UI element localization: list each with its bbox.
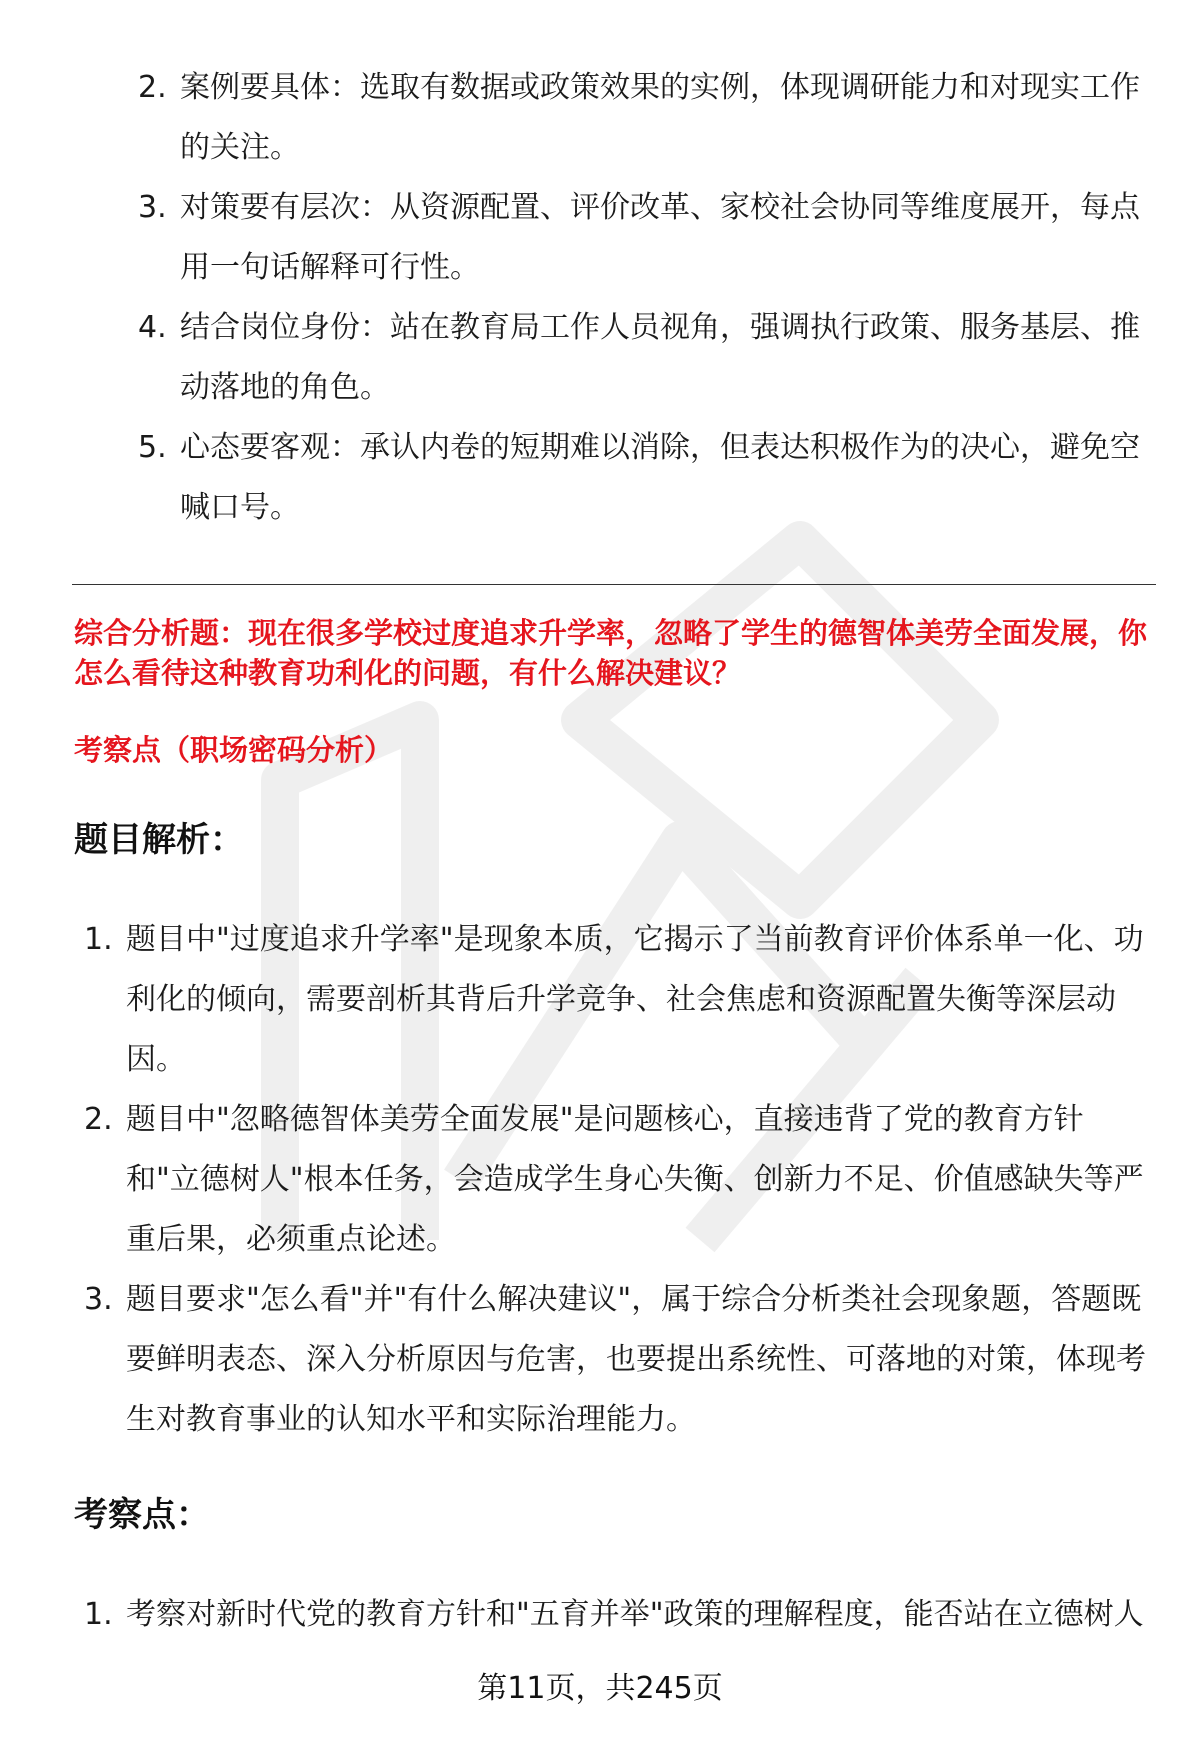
list-item-text: 题目中"忽略德智体美劳全面发展"是问题核心，直接违背了党的教育方针和"立德树人"根本任务，会造成学生身心失衡、创新力不足、价值感缺失等严重后果，必须重点论述。 <box>126 1102 1144 1257</box>
list-number: 1. <box>84 922 113 957</box>
list-number: 3. <box>84 1282 113 1317</box>
analysis-heading: 题目解析： <box>74 820 244 860</box>
list-number: 3. <box>138 190 167 225</box>
analysis-list <box>84 910 1156 1450</box>
list-number: 1. <box>84 1597 113 1632</box>
list-item-text: 考察对新时代党的教育方针和"五育并举"政策的理解程度，能否站在立德树人 <box>126 1597 1144 1632</box>
list-item <box>138 418 1140 538</box>
list-item <box>138 298 1140 418</box>
list-item <box>84 1090 1156 1270</box>
list-item-text: 对策要有层次：从资源配置、评价改革、家校社会协同等维度展开，每点用一句话解释可行性。 <box>180 190 1140 285</box>
question-subtitle: 考察点（职场密码分析） <box>74 733 394 767</box>
list-item-text: 案例要具体：选取有数据或政策效果的实例，体现调研能力和对现实工作的关注。 <box>180 70 1140 165</box>
list-number: 2. <box>84 1102 113 1137</box>
continued-tips-list <box>138 58 1140 538</box>
list-number: 5. <box>138 430 167 465</box>
list-item-text: 结合岗位身份：站在教育局工作人员视角，强调执行政策、服务基层、推动落地的角色。 <box>180 310 1140 405</box>
page-number: 第11页，共245页 <box>477 1671 723 1706</box>
list-item <box>138 58 1140 178</box>
points-heading: 考察点： <box>74 1495 210 1535</box>
list-number: 2. <box>138 70 167 105</box>
list-item-text: 题目中"过度追求升学率"是现象本质，它揭示了当前教育评价体系单一化、功利化的倾向，需要剖析其背后升学竞争、社会焦虑和资源配置失衡等深层动因。 <box>126 922 1144 1077</box>
points-list <box>84 1585 1156 1645</box>
section-divider <box>72 584 1156 585</box>
list-item <box>84 1585 1156 1645</box>
list-item-text: 心态要客观：承认内卷的短期难以消除，但表达积极作为的决心，避免空喊口号。 <box>180 430 1140 525</box>
list-item-text: 题目要求"怎么看"并"有什么解决建议"，属于综合分析类社会现象题，答题既要鲜明表态、深入分析原因与危害，也要提出系统性、可落地的对策，体现考生对教育事业的认知水平和实际治理能力。 <box>126 1282 1146 1437</box>
list-item <box>84 1270 1156 1450</box>
list-item <box>138 178 1140 298</box>
list-number: 4. <box>138 310 167 345</box>
list-item <box>84 910 1156 1090</box>
question-title: 综合分析题：现在很多学校过度追求升学率，忽略了学生的德智体美劳全面发展，你怎么看待这种教育功利化的问题，有什么解决建议？ <box>74 616 1148 690</box>
